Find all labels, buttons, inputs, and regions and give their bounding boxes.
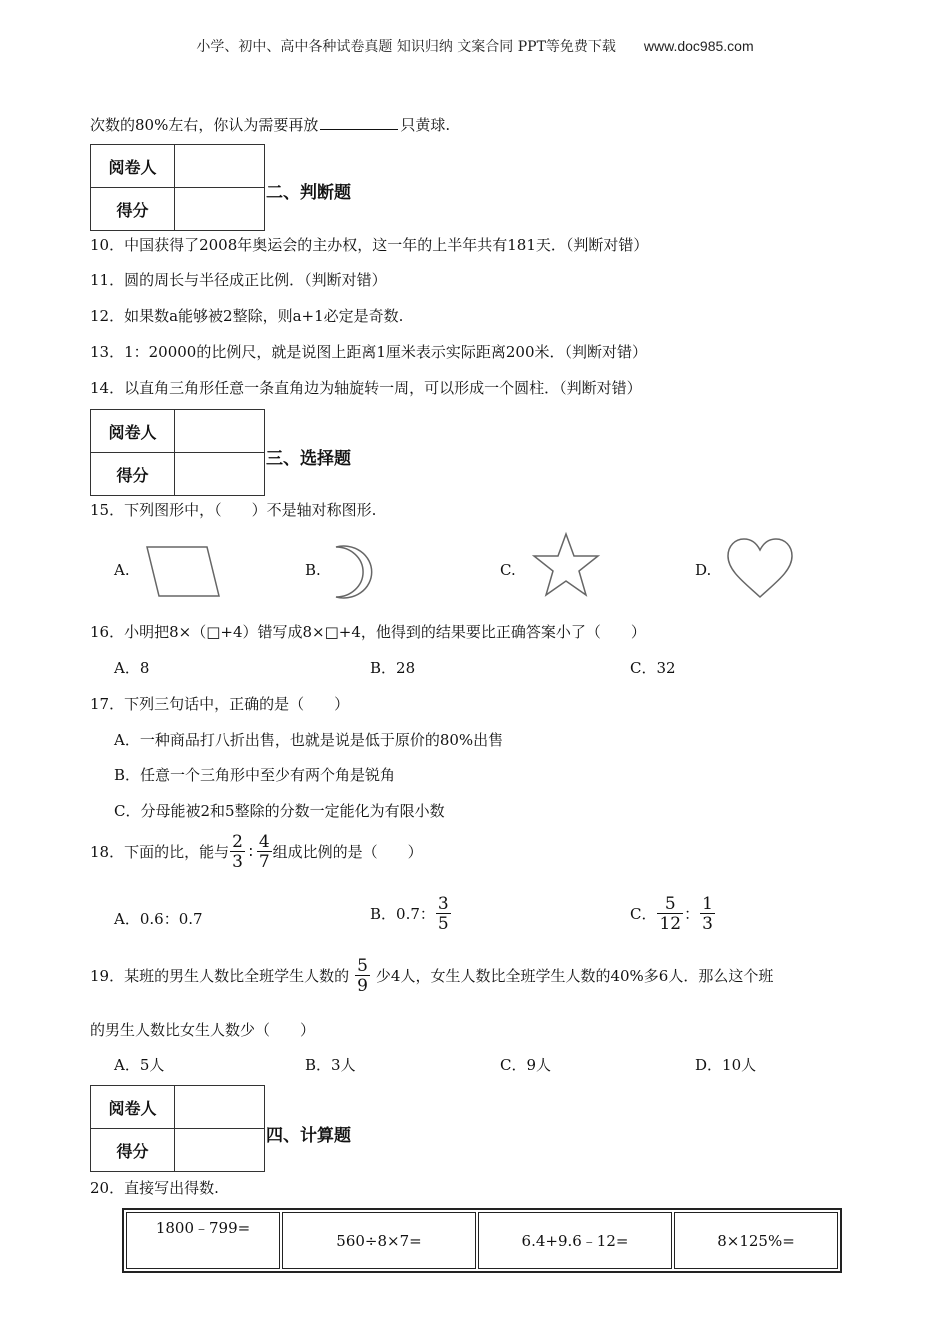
q18-colon: ∶ — [248, 843, 253, 861]
calc-table — [122, 1208, 842, 1273]
crescent-icon — [330, 543, 386, 601]
question-15: 15．下列图形中，（ ）不是轴对称图形. — [90, 501, 377, 519]
q18-suffix: 组成比例的是（ ） — [272, 843, 423, 861]
answer-blank[interactable] — [320, 115, 398, 130]
q17-option-b[interactable]: B．任意一个三角形中至少有两个角是锐角 — [114, 766, 396, 784]
q18-option-a[interactable]: A．0.6：0.7 — [114, 910, 203, 928]
score-table-3 — [90, 1085, 265, 1172]
reviewer-label: 阅卷人 — [91, 410, 175, 453]
score-table-2 — [90, 409, 265, 496]
section-title-calc: 四、计算题 — [266, 1126, 351, 1146]
heart-icon — [725, 537, 795, 599]
q15-option-d[interactable]: D. — [695, 561, 712, 579]
intro-after: 只黄球. — [400, 116, 451, 134]
question-11: 11．圆的周长与半径成正比例．（判断对错） — [90, 271, 387, 289]
score-cell[interactable] — [175, 453, 265, 496]
question-12: 12．如果数a能够被2整除，则a+1必定是奇数. — [90, 307, 404, 325]
score-label: 得分 — [91, 188, 175, 231]
score-label: 得分 — [91, 453, 175, 496]
question-17: 17．下列三句话中，正确的是（ ） — [90, 695, 350, 713]
intro-line — [90, 114, 450, 135]
calc-cell-2[interactable]: 560÷8×7= — [282, 1212, 476, 1269]
q19-option-a[interactable]: A．5人 — [114, 1056, 165, 1074]
intro-before: 次数的80%左右，你认为需要再放 — [90, 116, 319, 134]
calc-cell-1[interactable]: 1800﹣799= — [126, 1212, 280, 1269]
score-cell[interactable] — [175, 188, 265, 231]
q18-optC-fraction-2: $\frac{1}{3}$ — [702, 894, 713, 934]
star-icon — [530, 531, 602, 599]
q18-optC-fraction-1: $\frac{5}{12}$ — [659, 894, 682, 934]
header-text: 小学、初中、高中各种试卷真题 知识归纳 文案合同 PPT等免费下载 — [196, 39, 616, 55]
question-20: 20．直接写出得数. — [90, 1179, 219, 1197]
q18-optB-fraction: $\frac{3}{5}$ — [437, 894, 449, 934]
question-10: 10．中国获得了2008年奥运会的主办权，这一年的上半年共有181天．（判断对错） — [90, 236, 649, 254]
q18-fraction-1: $\frac{2}{3}$ — [232, 832, 243, 872]
q16-option-b[interactable]: B．28 — [370, 659, 416, 677]
question-18 — [90, 834, 423, 871]
q15-option-b[interactable]: B. — [305, 561, 321, 579]
q16-option-c[interactable]: C．32 — [630, 659, 676, 677]
q15-option-a[interactable]: A. — [114, 561, 130, 579]
q19-option-c[interactable]: C．9人 — [500, 1056, 552, 1074]
q18-option-b[interactable]: B．0.7： $\frac{3}{5}$ — [370, 894, 449, 934]
q19-line2: 的男生人数比女生人数少（ ） — [90, 1021, 316, 1039]
q19-option-b[interactable]: B．3人 — [305, 1056, 356, 1074]
parallelogram-icon — [143, 544, 223, 599]
score-table-1 — [90, 144, 265, 231]
q16-option-a[interactable]: A．8 — [114, 659, 150, 677]
question-13: 13．1：20000的比例尺，就是说图上距离1厘米表示实际距离200米．（判断对错） — [90, 343, 648, 361]
reviewer-cell[interactable] — [175, 145, 265, 188]
reviewer-cell[interactable] — [175, 1086, 265, 1129]
page-header — [0, 36, 950, 56]
q18-option-c[interactable]: C． $\frac{5}{12}$ ： $\frac{1}{3}$ — [630, 894, 713, 934]
question-14: 14．以直角三角形任意一条直角边为轴旋转一周，可以形成一个圆柱．（判断对错） — [90, 379, 642, 397]
header-site: www.doc985.com — [643, 38, 754, 54]
reviewer-label: 阅卷人 — [91, 145, 175, 188]
calc-cell-3[interactable]: 6.4+9.6﹣12= — [478, 1212, 672, 1269]
q19-prefix: 19．某班的男生人数比全班学生人数的 — [90, 967, 350, 985]
score-label: 得分 — [91, 1129, 175, 1172]
q17-option-a[interactable]: A．一种商品打八折出售，也就是说是低于原价的80%出售 — [114, 731, 504, 749]
q18-prefix: 18．下面的比，能与 — [90, 843, 230, 861]
q18-fraction-2: $\frac{4}{7}$ — [258, 832, 270, 872]
question-16: 16．小明把8×（□+4）错写成8×□+4，他得到的结果要比正确答案小了（ ） — [90, 623, 646, 641]
calc-cell-4[interactable]: 8×125%= — [674, 1212, 838, 1269]
score-cell[interactable] — [175, 1129, 265, 1172]
q15-option-c[interactable]: C. — [500, 561, 516, 579]
reviewer-cell[interactable] — [175, 410, 265, 453]
q19-fraction: $\frac{5}{9}$ — [357, 956, 368, 996]
q17-option-c[interactable]: C．分母能被2和5整除的分数一定能化为有限小数 — [114, 802, 445, 820]
reviewer-label: 阅卷人 — [91, 1086, 175, 1129]
section-title-judge: 二、判断题 — [266, 183, 351, 203]
q19-option-d[interactable]: D．10人 — [695, 1056, 757, 1074]
q19-suffix: 少4人，女生人数比全班学生人数的40%多6人．那么这个班 — [375, 967, 774, 985]
section-title-choice: 三、选择题 — [266, 449, 351, 469]
question-19 — [90, 958, 773, 995]
